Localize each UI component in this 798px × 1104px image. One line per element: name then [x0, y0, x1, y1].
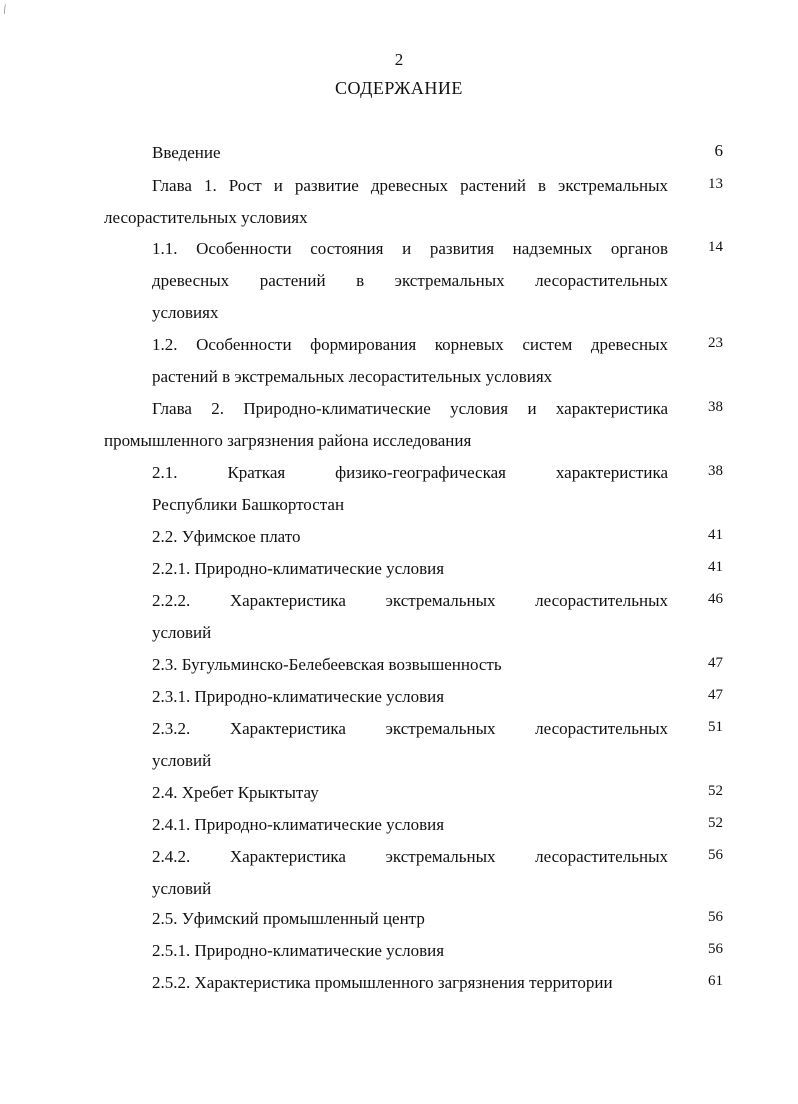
toc-entry-line: условий	[152, 751, 212, 770]
toc-page-number: 38	[708, 463, 723, 479]
toc-page-number: 61	[708, 973, 723, 989]
toc-entry-line: древесных растений в экстремальных лесорастительных	[152, 271, 668, 290]
toc-entry-line: растений в экстремальных лесорастительных условиях	[152, 367, 553, 386]
toc-page-number: 6	[714, 141, 723, 160]
page-number: 2	[394, 50, 404, 69]
toc-entry-line: Глава 2. Природно-климатические условия и характеристика	[152, 399, 668, 418]
toc-entry-line: 2.5.2. Характеристика промышленного загрязнения территории	[152, 973, 613, 992]
toc-entry-line: 2.5.1. Природно-климатические условия	[152, 941, 445, 960]
toc-entry-line: 2.3.2. Характеристика экстремальных лесорастительных	[152, 719, 668, 738]
toc-page-number: 52	[708, 815, 723, 831]
toc-entry-line: 2.3. Бугульминско-Белебеевская возвышенность	[152, 655, 502, 674]
toc-page-number: 47	[708, 655, 723, 671]
toc-page-number: 13	[708, 176, 723, 192]
toc-page-number: 23	[708, 335, 723, 351]
page-title: СОДЕРЖАНИЕ	[335, 78, 463, 98]
toc-entry-line: Глава 1. Рост и развитие древесных растений в экстремальных	[152, 176, 668, 195]
toc-page-number: 51	[708, 719, 723, 735]
toc-entry-line: 1.1. Особенности состояния и развития надземных органов	[152, 239, 668, 258]
toc-entry-line: условиях	[152, 303, 219, 322]
toc-entry-line: условий	[152, 879, 212, 898]
toc-entry-line: 2.4. Хребет Крыктытау	[152, 783, 319, 802]
toc-entry-line: 2.4.2. Характеристика экстремальных лесорастительных	[152, 847, 668, 866]
toc-entry-line: 2.2. Уфимское плато	[152, 527, 301, 546]
toc-page-number: 46	[708, 591, 723, 607]
toc-page-number: 41	[708, 527, 723, 543]
toc-page-number: 47	[708, 687, 723, 703]
toc-page-number: 56	[708, 909, 723, 925]
toc-entry-line: 2.2.2. Характеристика экстремальных лесорастительных	[152, 591, 668, 610]
toc-entry-line: 2.5. Уфимский промышленный центр	[152, 909, 425, 928]
toc-page-number: 38	[708, 399, 723, 415]
toc-page-number: 56	[708, 847, 723, 863]
toc-entry-line: промышленного загрязнения района исследования	[104, 431, 472, 450]
toc-entry-line: 2.1. Краткая физико-географическая характеристика	[152, 463, 668, 482]
toc-entry-line: 2.3.1. Природно-климатические условия	[152, 687, 445, 706]
toc-entry-line: Республики Башкортостан	[152, 495, 345, 514]
toc-page-number: 52	[708, 783, 723, 799]
toc-entry-line: условий	[152, 623, 212, 642]
toc-page-number: 56	[708, 941, 723, 957]
toc-entry-line: 1.2. Особенности формирования корневых систем древесных	[152, 335, 668, 354]
toc-entry-line: 2.4.1. Природно-климатические условия	[152, 815, 445, 834]
toc-page-number: 41	[708, 559, 723, 575]
toc-entry-line: лесорастительных условиях	[104, 208, 308, 227]
toc-entry-line: 2.2.1. Природно-климатические условия	[152, 559, 445, 578]
toc-page-number: 14	[708, 239, 723, 255]
toc-entry-line: Введение	[152, 143, 221, 162]
corner-mark: ⁄	[0, 2, 10, 16]
